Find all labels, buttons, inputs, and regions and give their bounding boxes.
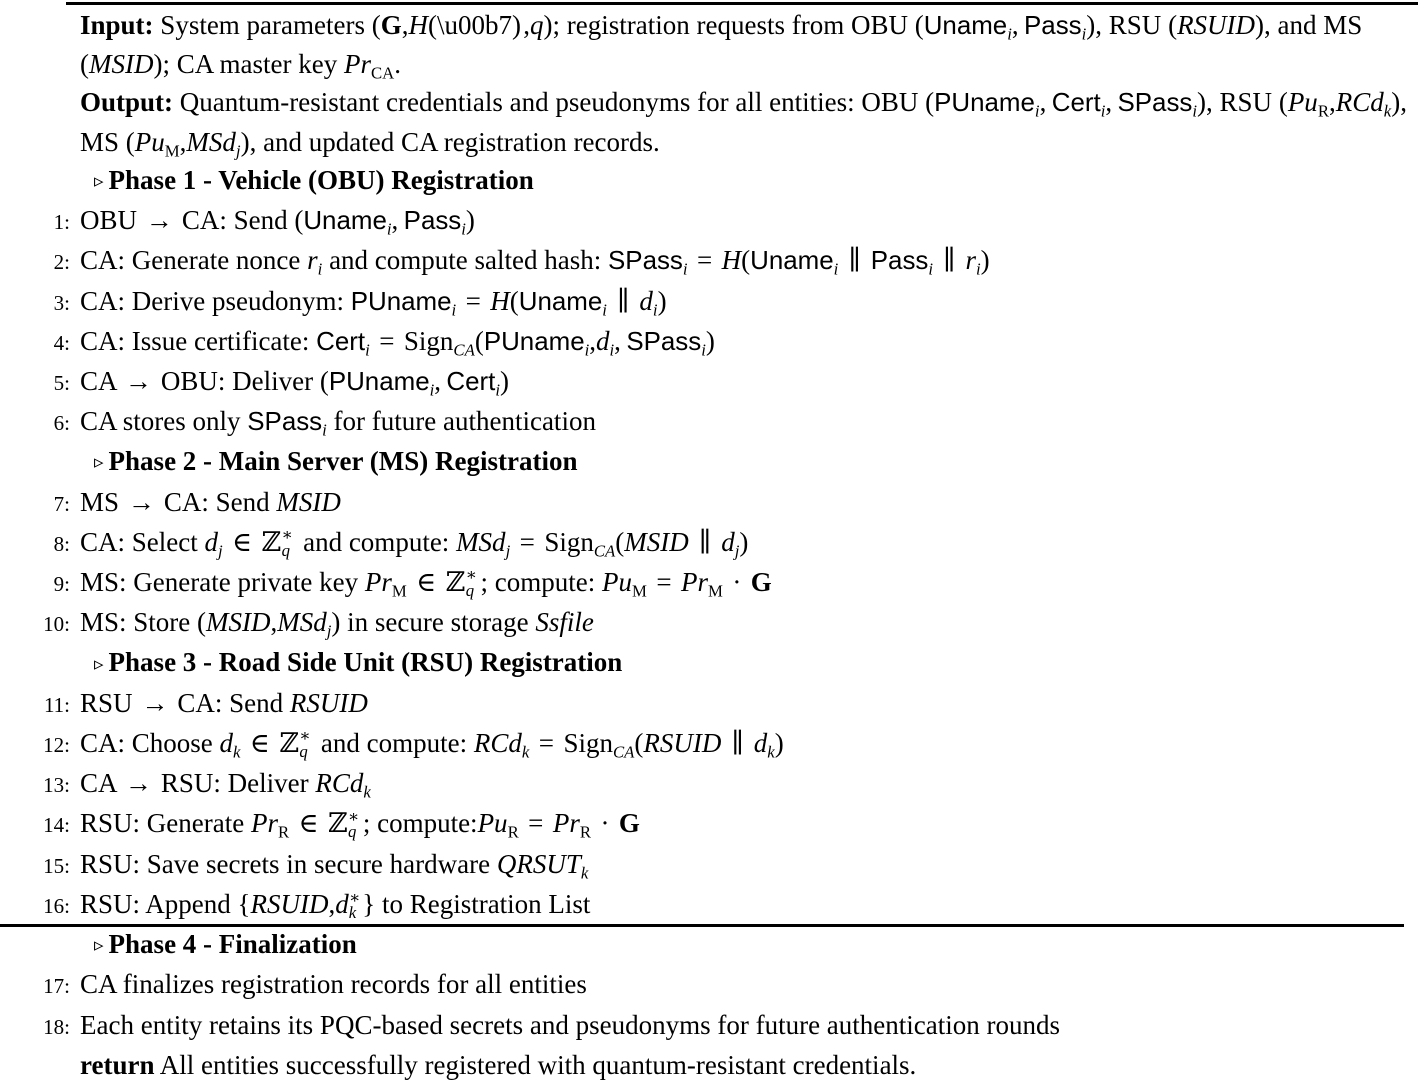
step-row [0, 1006, 1418, 1046]
output-content [80, 83, 1418, 160]
step-content: MS → CA: Send MSID [80, 486, 341, 517]
return-keyword: return [80, 1049, 155, 1080]
phase-heading-4 [0, 925, 1418, 965]
step-row [0, 724, 1418, 764]
line-number: 17: [43, 974, 70, 999]
output-row [0, 83, 1418, 160]
step-content: CA: Select $d_j$ ∈ ℤ ∗ q and compute: MSd$_j$ = Sign$_{CA}$(MSID ∥ $d_j$) [80, 525, 749, 561]
line-number: 9: [53, 572, 70, 597]
phase-label: Phase 1 - Vehicle (OBU) Registration [108, 164, 534, 195]
phase-content [80, 925, 1418, 965]
step-content: CA → RSU: Deliver RCd$_k$ [80, 768, 371, 802]
phase-label: Phase 3 - Road Side Unit (RSU) Registration [108, 647, 623, 678]
phase-heading-3 [0, 643, 1418, 683]
step-row [0, 603, 1418, 643]
step-content: RSU: Generate $Pr_R$ ∈ ℤ ∗ q ; $compute:Pu_R = Pr_R \cdot G$ [80, 806, 640, 842]
algorithm-body [0, 6, 1418, 1084]
line-number: 8: [53, 531, 70, 556]
phase-content [80, 643, 1418, 683]
step-content: CA: Derive pseudonym: PUname$_i$ = H(Uname$_i$ ∥ $d_i$) [80, 285, 667, 320]
output-label: Output: [80, 87, 174, 118]
phase-content [80, 442, 1418, 482]
step-row [0, 684, 1418, 724]
step-content: CA → OBU: Deliver (PUname$_i$, Cert$_i$) [80, 365, 510, 400]
line-number: 7: [53, 491, 70, 516]
step-row [0, 241, 1418, 281]
line-number: 10: [43, 612, 70, 637]
triangle-marker-icon: ▹ [94, 935, 104, 957]
step-row [0, 885, 1418, 925]
input-label: Input: [80, 10, 154, 40]
line-number: 14: [43, 813, 70, 838]
step-content: Each entity retains its PQC-based secrets and pseudonyms for future authentication rounds [80, 1009, 1061, 1040]
input-content [80, 6, 1418, 83]
input-row [0, 6, 1418, 83]
step-row [0, 402, 1418, 442]
return-content [80, 1046, 1418, 1084]
input-text: System parameters (G,H(\u00b7) ,q); registration requests from OBU (Uname$_i$, Pass$_i$), RSU (RSUID), and MS (MSID); CA master key $Pr_{CA}$. [80, 10, 1363, 83]
step-row [0, 764, 1418, 804]
return-text: All entities successfully registered with quantum-resistant credentials. [159, 1049, 917, 1080]
phase-label: Phase 2 - Main Server (MS) Registration [108, 446, 578, 477]
line-number: 6: [53, 411, 70, 436]
step-content: OBU → CA: Send (Uname$_i$, Pass$_i$) [80, 205, 475, 239]
rule-bottom [0, 924, 1404, 927]
step-content: CA stores only SPass$_i$ for future authentication [80, 406, 596, 440]
triangle-marker-icon: ▹ [94, 170, 104, 192]
triangle-marker-icon: ▹ [94, 452, 104, 474]
line-number: 16: [43, 893, 70, 918]
line-number: 5: [53, 370, 70, 395]
line-number: 1: [53, 210, 70, 235]
step-content: CA: Choose $d_k$ ∈ ℤ ∗ q and compute: RCd$_k$ = Sign$_{CA}$(RSUID ∥ $d_k$) [80, 726, 784, 762]
rule-top [66, 2, 1418, 5]
step-content: RSU → CA: Send RSUID [80, 687, 368, 718]
step-row [0, 804, 1418, 844]
step-row [0, 362, 1418, 402]
line-number: 12: [43, 732, 70, 757]
line-number: 11: [43, 692, 70, 717]
step-row [0, 845, 1418, 885]
line-number: 3: [53, 290, 70, 315]
phase-label: Phase 4 - Finalization [108, 929, 357, 959]
line-number: 4: [53, 330, 70, 355]
step-content: CA: Generate nonce $r_i$ and compute salted hash: SPass$_i$ = H(Uname$_i$ ∥ Pass$_i$ ∥ $r_i$) [80, 245, 990, 279]
line-number: 18: [43, 1014, 70, 1039]
step-content: RSU: Append {RSUID,d ∗ k } to Registration List [80, 888, 591, 923]
line-number: 13: [43, 773, 70, 798]
output-text: Quantum-resistant credentials and pseudonyms for all entities: OBU (PUname$_i$, Cert$_i$, SPass$_i$), RSU $(Pu_R,RCd_k)$, MS $(Pu_M,MSd_j)$, and updated CA registration records. [80, 87, 1407, 161]
step-row [0, 201, 1418, 241]
step-row [0, 965, 1418, 1005]
step-content: CA finalizes registration records for all entities [80, 969, 587, 1000]
step-content: RSU: Save secrets in secure hardware $QRSUT_k$ [80, 848, 589, 883]
line-number: 2: [53, 250, 70, 275]
phase-heading-1 [0, 161, 1418, 201]
step-row [0, 282, 1418, 322]
step-content: MS: Generate private key $Pr_M$ ∈ ℤ ∗ q ; compute: $Pu_M = Pr_M \cdot G$ [80, 565, 772, 601]
return-row [0, 1046, 1418, 1084]
line-number: 15: [43, 853, 70, 878]
phase-content [80, 161, 1418, 201]
step-content: CA: Issue certificate: Cert$_i$ = $Sign_{CA}(PUname_i,d_i$, SPass$_i$) [80, 325, 715, 360]
step-row [0, 563, 1418, 603]
step-row [0, 483, 1418, 523]
triangle-marker-icon: ▹ [94, 653, 104, 675]
phase-heading-2 [0, 442, 1418, 482]
step-content: MS: Store (MSID,MSd$_j$) in secure storage Ssfile [80, 607, 594, 641]
step-row [0, 523, 1418, 563]
step-row [0, 322, 1418, 362]
